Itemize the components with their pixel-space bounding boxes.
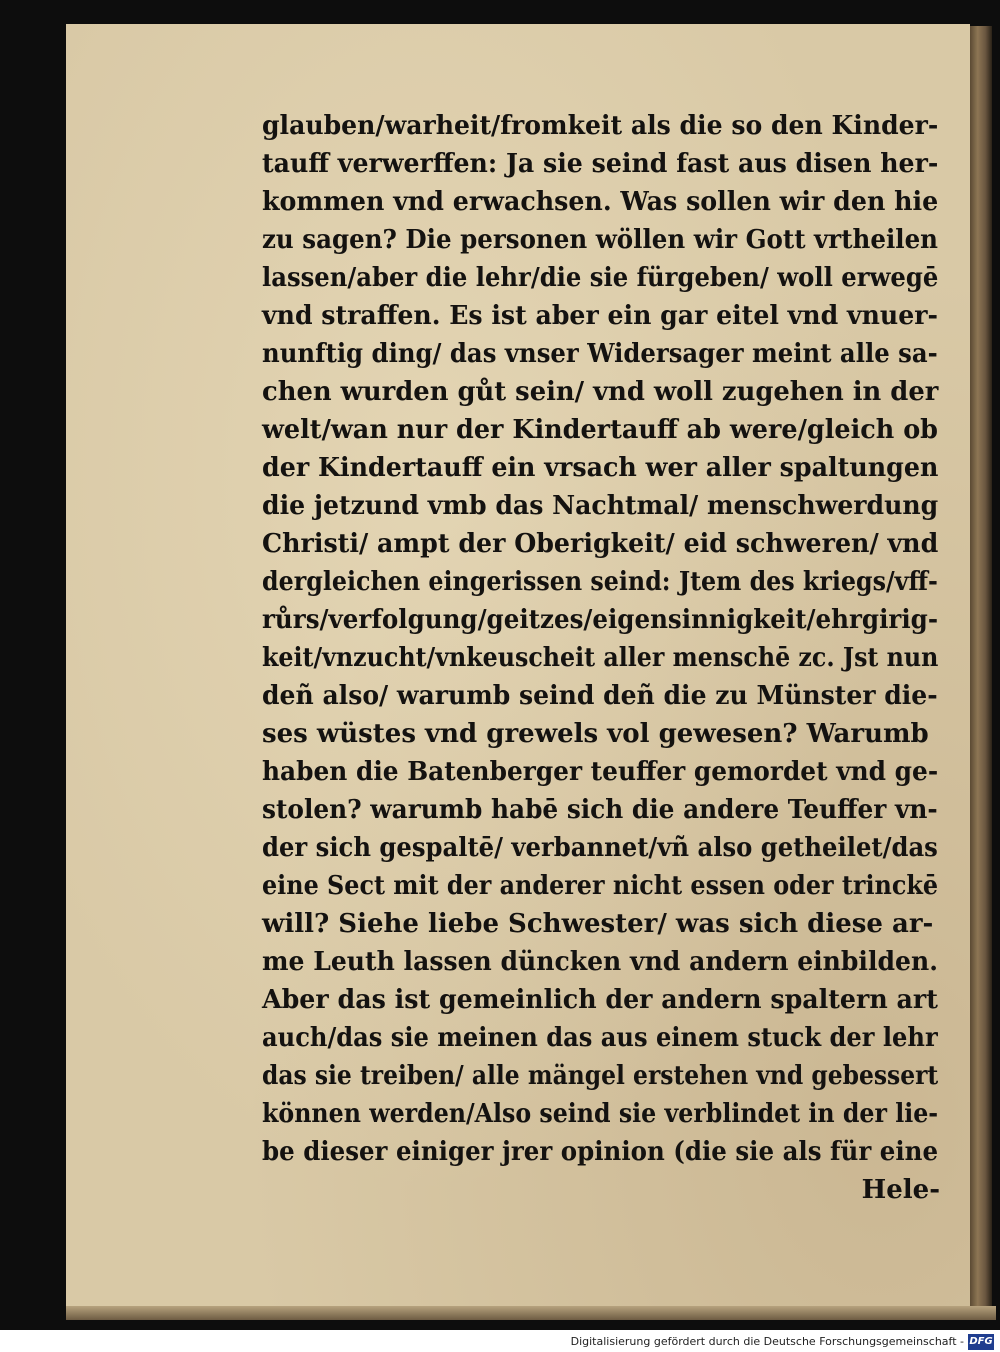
text-line: der Kindertauff ein vrsach wer aller spaltungen xyxy=(262,453,939,483)
text-line: stolen? warumb habē sich die andere Teuffer vn- xyxy=(262,795,938,825)
catchword: Hele- xyxy=(861,1175,940,1205)
text-line: zu sagen? Die personen wöllen wir Gott vrtheilen xyxy=(262,225,938,255)
text-line: glauben/warheit/fromkeit als die so den Kinder- xyxy=(262,111,939,141)
text-line: keit/vnzucht/vnkeuscheit aller menschē zc. Jst nun xyxy=(262,643,939,673)
text-line: be dieser einiger jrer opinion (die sie als für eine xyxy=(262,1137,939,1167)
text-line: ses wüstes vnd grewels vol gewesen? Warumb xyxy=(262,719,929,749)
text-line: die jetzund vmb das Nachtmal/ menschwerdung xyxy=(262,491,939,521)
text-line: chen wurden gůt sein/ vnd woll zugehen in der xyxy=(262,377,939,407)
text-line: Christi/ ampt der Oberigkeit/ eid schweren/ vnd xyxy=(262,529,939,559)
text-line: lassen/aber die lehr/die sie fürgeben/ woll erwegē xyxy=(262,263,939,293)
text-line: welt/wan nur der Kindertauff ab were/gleich ob xyxy=(262,415,938,445)
text-line: will? Siehe liebe Schwester/ was sich diese ar- xyxy=(262,909,934,939)
text-line: nunftig ding/ das vnser Widersager meint alle sa- xyxy=(262,339,938,369)
text-line: können werden/Also seind sie verblindet in der lie- xyxy=(262,1099,939,1129)
text-line: auch/das sie meinen das aus einem stuck der lehr xyxy=(262,1023,938,1053)
text-line: Aber das ist gemeinlich der andern spaltern art xyxy=(262,985,938,1015)
text-line: haben die Batenberger teuffer gemordet vnd ge- xyxy=(262,757,939,787)
text-line: der sich gespaltē/ verbannet/vñ also getheilet/das xyxy=(262,833,938,863)
text-line: dergleichen eingerissen seind: Jtem des kriegs/vff- xyxy=(262,567,938,597)
dfg-logo: DFG xyxy=(968,1334,994,1350)
text-line: vnd straffen. Es ist aber ein gar eitel vnd vnuer- xyxy=(262,301,938,331)
footer-credit: Digitalisierung gefördert durch die Deutsche Forschungsgemeinschaft - xyxy=(570,1335,964,1348)
text-line: tauff verwerffen: Ja sie seind fast aus disen her- xyxy=(262,149,939,179)
text-line: me Leuth lassen düncken vnd andern einbilden. xyxy=(262,947,938,977)
text-line: eine Sect mit der anderer nicht essen oder trinckē xyxy=(262,871,939,901)
text-line: das sie treiben/ alle mängel erstehen vnd gebessert xyxy=(262,1061,939,1091)
text-line: deñ also/ warumb seind deñ die zu Münster die- xyxy=(262,681,938,711)
text-line: kommen vnd erwachsen. Was sollen wir den hie xyxy=(262,187,939,217)
text-line: růrs/verfolgung/geitzes/eigensinnigkeit/ehrgirig- xyxy=(262,605,939,635)
